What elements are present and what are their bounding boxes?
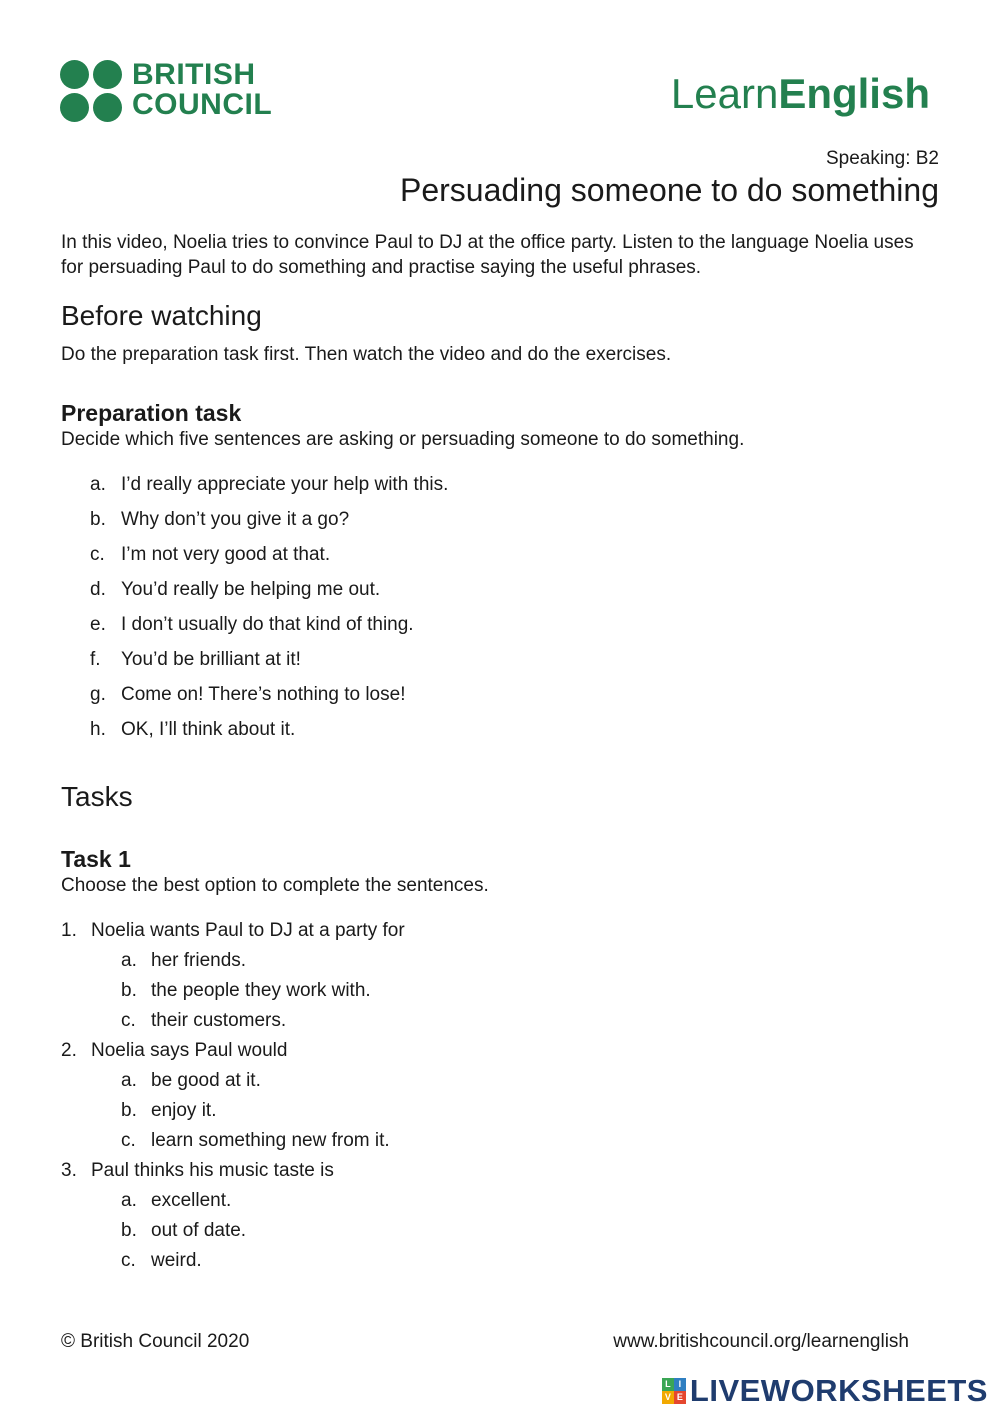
option-item: b. enjoy it.: [121, 1100, 217, 1121]
question-item: 2. Noelia says Paul would a. be good at it. b. enjoy it. c. learn something new from it.: [61, 1040, 405, 1160]
question-item: 3. Paul thinks his music taste is a. excellent. b. out of date. c. weird.: [61, 1160, 405, 1280]
liveworksheets-wordmark: LIVEWORKSHEETS: [689, 1373, 988, 1408]
list-item: c. I’m not very good at that.: [90, 544, 331, 565]
option-item: a. excellent.: [121, 1190, 232, 1211]
british-council-dots-icon: [60, 60, 122, 122]
list-item: d. You’d really be helping me out.: [90, 579, 381, 600]
learnenglish-logo: LearnEnglish: [670, 70, 930, 117]
page-title: Persuading someone to do something: [399, 172, 939, 208]
liveworksheets-watermark: [662, 1373, 988, 1409]
preparation-list: [90, 474, 448, 754]
list-item: g. Come on! There’s nothing to lose!: [90, 684, 406, 705]
list-item: a. I’d really appreciate your help with this.: [90, 474, 449, 495]
option-item: c. weird.: [121, 1250, 202, 1271]
list-item: e. I don’t usually do that kind of thing.: [90, 614, 414, 635]
option-item: c. learn something new from it.: [121, 1130, 390, 1151]
list-item: h. OK, I’ll think about it.: [90, 719, 296, 740]
task1-heading: Task 1: [61, 846, 131, 872]
level-label: Speaking: B2: [825, 148, 939, 169]
question-item: 1. Noelia wants Paul to DJ at a party for a. her friends. b. the people they work with. c. their customers.: [61, 920, 405, 1040]
option-item: a. her friends.: [121, 950, 247, 971]
british-council-wordmark: BRITISH COUNCIL: [132, 58, 273, 121]
before-watching-heading: Before watching: [61, 300, 262, 331]
list-item: f. You’d be brilliant at it!: [90, 649, 301, 670]
footer-url[interactable]: www.britishcouncil.org/learnenglish: [613, 1331, 909, 1352]
tasks-heading: Tasks: [61, 781, 133, 812]
copyright: © British Council 2020: [61, 1331, 250, 1352]
preparation-heading: Preparation task: [61, 400, 242, 426]
option-item: b. the people they work with.: [121, 980, 371, 1001]
preparation-instruction: Decide which five sentences are asking or persuading someone to do something.: [61, 429, 745, 450]
option-item: a. be good at it.: [121, 1070, 261, 1091]
british-council-logo: [60, 60, 290, 122]
task1-questions: [61, 920, 405, 1280]
intro-paragraph: In this video, Noelia tries to convince Paul to DJ at the office party. Listen to the language Noelia uses for persuading Paul to do something and practise saying the useful phrases.: [61, 232, 914, 278]
before-watching-text: Do the preparation task first. Then watch the video and do the exercises.: [61, 344, 672, 365]
task1-instruction: Choose the best option to complete the sentences.: [61, 875, 489, 896]
liveworksheets-icon: L I V E: [662, 1378, 686, 1404]
option-item: c. their customers.: [121, 1010, 287, 1031]
list-item: b. Why don’t you give it a go?: [90, 509, 350, 530]
option-item: b. out of date.: [121, 1220, 247, 1241]
